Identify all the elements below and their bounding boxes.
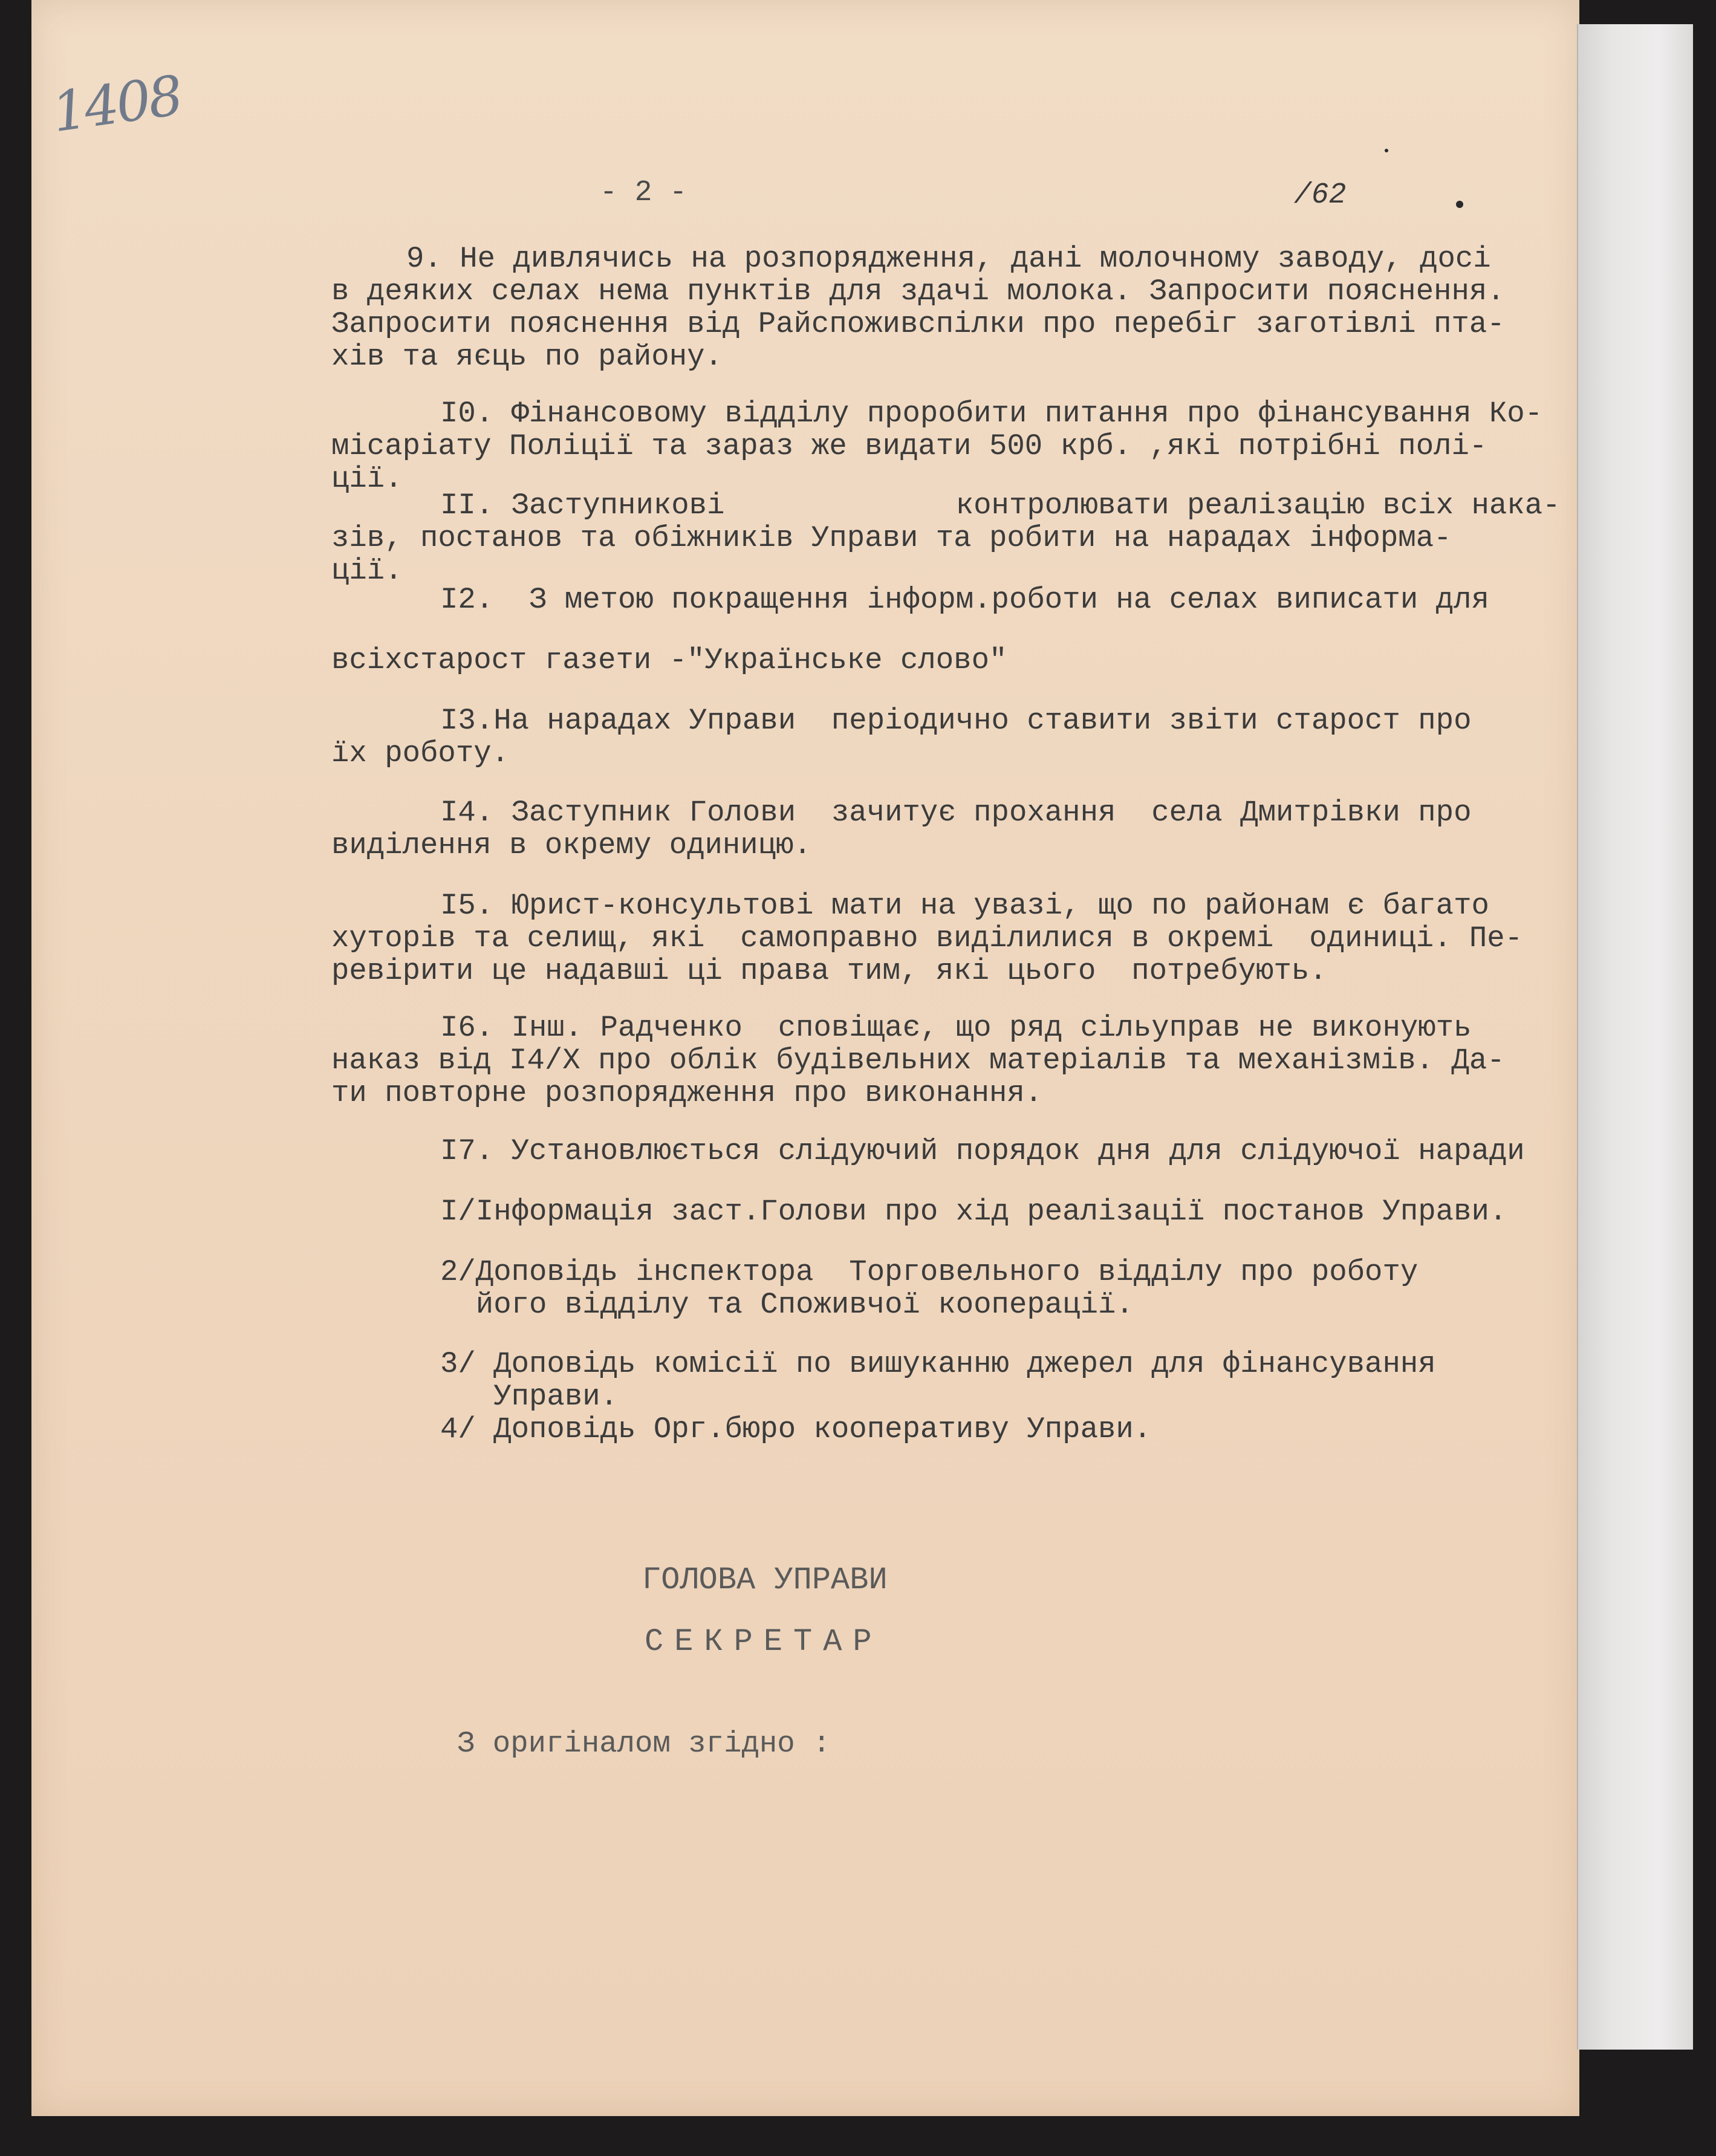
text-line: 4/ Доповідь Орг.бюро кооперативу Управи. [440,1412,1152,1446]
archive-number: 1408 [48,63,185,145]
text-line: І/Інформація заст.Голови про хід реалізації постанов Управи. [440,1195,1507,1229]
item-14-body [331,828,811,863]
text-line: в деяких селах нема пунктів для здачі молока. Запросити пояснення. [331,274,1505,308]
agenda-item-1 [440,1197,1507,1230]
text-line: 2/Доповідь інспектора Торговельного відділу про роботу [440,1255,1419,1289]
item-9-body [331,274,1505,375]
text-line: І7. Установлюється слідуючий порядок дня для слідуючої наради [440,1134,1525,1168]
text-line: хів та яєць по району. [331,340,723,374]
item-17 [440,1134,1525,1169]
agenda-items-3-4 [440,1349,1436,1447]
text-line: ції. [331,554,403,588]
text-line: всіхстарост газети -"Українське слово" [331,643,1007,677]
text-line: І4. Заступник Голови зачитує прохання села Дмитрівки про [440,796,1472,830]
text-line: І6. Інш. Радченко сповіщає, що ряд сільуправ не виконують [440,1011,1472,1045]
signature-head-of-board: ГОЛОВА УПРАВИ [642,1562,888,1598]
item-10 [440,399,1542,432]
item-11 [440,491,1561,524]
item-9 [406,244,1491,277]
text-line: ції. [331,462,403,496]
item-13-body [331,736,510,771]
text-line: ти повторне розпорядження про виконання. [331,1076,1043,1110]
text-line: 3/ Доповідь комісії по вишуканню джерел для фінансування [440,1347,1436,1381]
sheet-number: /62 [1294,179,1347,212]
item-15-body [331,921,1523,989]
item-16 [440,1013,1471,1046]
item-13 [440,706,1471,739]
item-11-body [331,521,1452,589]
text-line: виділення в окрему одиницю. [331,828,811,862]
item-16-body [331,1046,1505,1111]
item-15 [440,891,1489,924]
certified-copy-note: З оригіналом згідно : [457,1727,831,1761]
text-line: зів, постанов та обіжників Управи та робити на нарадах інформа- [331,521,1452,555]
text-line: Управи. [440,1380,619,1414]
item-12 [440,585,1489,618]
page-number: - 2 - [600,177,687,209]
text-line: ревірити це надавші ці права тим, які цього потребують. [331,954,1327,988]
text-line: І2. З метою покращення інформ.роботи на селах виписати для [440,583,1489,617]
text-line: 9. Не дивлячись на розпорядження, дані молочному заводу, досі [406,242,1491,276]
text-line: місаріату Поліції та зараз же видати 500 крб. ,які потрібні полі- [331,429,1487,463]
text-line: хуторів та селищ, які самоправно виділилися в окремі одиниці. Пе- [331,921,1523,955]
item-10-body [331,429,1487,497]
text-line: ІІ. Заступникові контролювати реалізацію всіх нака- [440,489,1561,522]
text-line: Запросити пояснення від Райспоживспілки про перебіг заготівлі пта- [331,307,1505,341]
item-14 [440,798,1471,831]
agenda-item-2 [440,1255,1419,1323]
ink-dot [1385,149,1388,152]
text-line: їх роботу. [331,736,510,770]
item-12-body [331,643,1007,678]
text-line: І0. Фінансовому відділу проробити питання про фінансування Ко- [440,397,1543,430]
text-line: І3.На нарадах Управи періодично ставити звіти старост про [440,704,1472,738]
text-line: наказ від І4/Х про облік будівельних матеріалів та механізмів. Да- [331,1044,1505,1077]
text-line: І5. Юрист-консультові мати на увазі, що по районам є багато [440,889,1489,923]
binding-strip [1577,24,1693,2050]
text-line: його відділу та Споживчої кооперації. [440,1288,1134,1322]
ink-dot [1456,201,1463,208]
signature-secretary: СЕКРЕТАР [645,1624,883,1660]
